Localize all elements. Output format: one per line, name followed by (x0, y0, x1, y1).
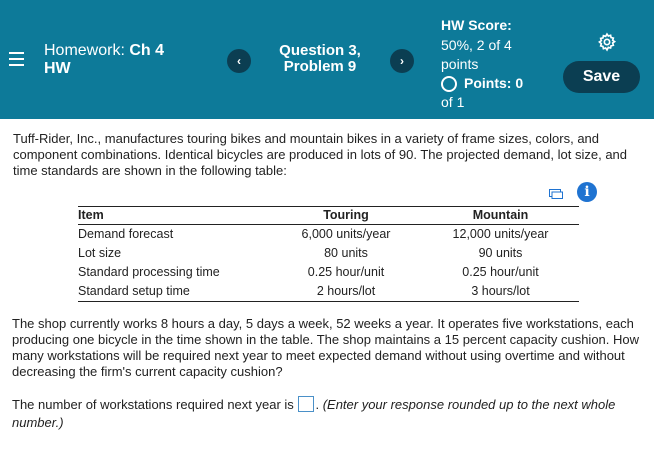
points-row (441, 74, 561, 93)
cell-mountain: 3 hours/lot (422, 282, 579, 302)
demand-table (78, 206, 579, 302)
chevron-right-icon: › (400, 54, 404, 68)
answer-hint: (Enter your response rounded up to the next whole number.) (12, 397, 616, 430)
header-touring: Touring (270, 207, 422, 225)
cell-touring: 6,000 units/year (301, 227, 391, 241)
previous-question-button[interactable] (227, 49, 251, 73)
question-title (262, 43, 378, 75)
hw-score-label: HW Score: (441, 17, 512, 33)
cell-mountain: 12,000 units/year (452, 227, 549, 241)
hw-score-value: 50%, 2 of 4 (441, 37, 512, 53)
hw-label: HW (44, 60, 71, 77)
points-label: Points: 0 (464, 75, 524, 91)
table-row (78, 282, 579, 302)
top-bar (0, 0, 654, 119)
copy-table-icon[interactable] (549, 189, 563, 199)
chevron-left-icon: ‹ (237, 54, 241, 68)
cell-item: Standard processing time (78, 265, 220, 279)
header-mountain: Mountain (422, 207, 579, 225)
homework-title (44, 42, 164, 78)
info-icon[interactable]: i (577, 182, 597, 202)
next-question-button[interactable] (390, 49, 414, 73)
hamburger-menu-icon[interactable] (9, 52, 24, 66)
cell-item: Standard setup time (78, 282, 270, 302)
question-number: Question 3, (279, 42, 361, 59)
points-of: of 1 (441, 94, 465, 110)
header-item: Item (78, 207, 270, 225)
homework-label: Homework: (44, 42, 125, 59)
answer-prefix: The number of workstations required next year is (12, 397, 294, 412)
cell-mountain: 0.25 hour/unit (462, 265, 539, 279)
table-row (78, 244, 579, 263)
cell-touring: 80 units (324, 246, 368, 260)
answer-suffix: . (315, 397, 320, 412)
cell-touring: 2 hours/lot (270, 282, 422, 302)
answer-line (12, 396, 642, 432)
cell-item: Lot size (78, 246, 122, 260)
problem-intro: Tuff-Rider, Inc., manufactures touring bikes and mountain bikes in a variety of frame sizes, colors, and component combinations. Identical bicycles are produced in lots of 90. The projected demand, lot size, and time standards are shown in the following table: (13, 131, 628, 178)
hw-score-unit: points (441, 56, 479, 72)
cell-mountain: 90 units (478, 246, 523, 260)
problem-number: Problem 9 (283, 58, 357, 75)
cell-touring: 0.25 hour/unit (307, 265, 385, 279)
answer-input[interactable] (298, 396, 314, 412)
gear-icon[interactable] (597, 32, 617, 52)
problem-question: The shop currently works 8 hours a day, 5 days a week, 52 weeks a year. It operates five workstations, each producing one bicycle in the time shown in the table. The shop maintains a 15 percent capacity cushion. How many workstations will be required next year to meet expected demand without using overtime and without decreasing the firm's current capacity cushion? (12, 316, 640, 379)
score-panel (441, 16, 561, 112)
table-row (78, 263, 579, 282)
chapter-label: Ch 4 (129, 42, 165, 59)
table-header-row (78, 207, 579, 225)
save-button[interactable]: Save (563, 61, 640, 93)
table-row (78, 225, 579, 245)
cell-item: Demand forecast (78, 227, 174, 241)
points-status-icon (441, 76, 457, 92)
